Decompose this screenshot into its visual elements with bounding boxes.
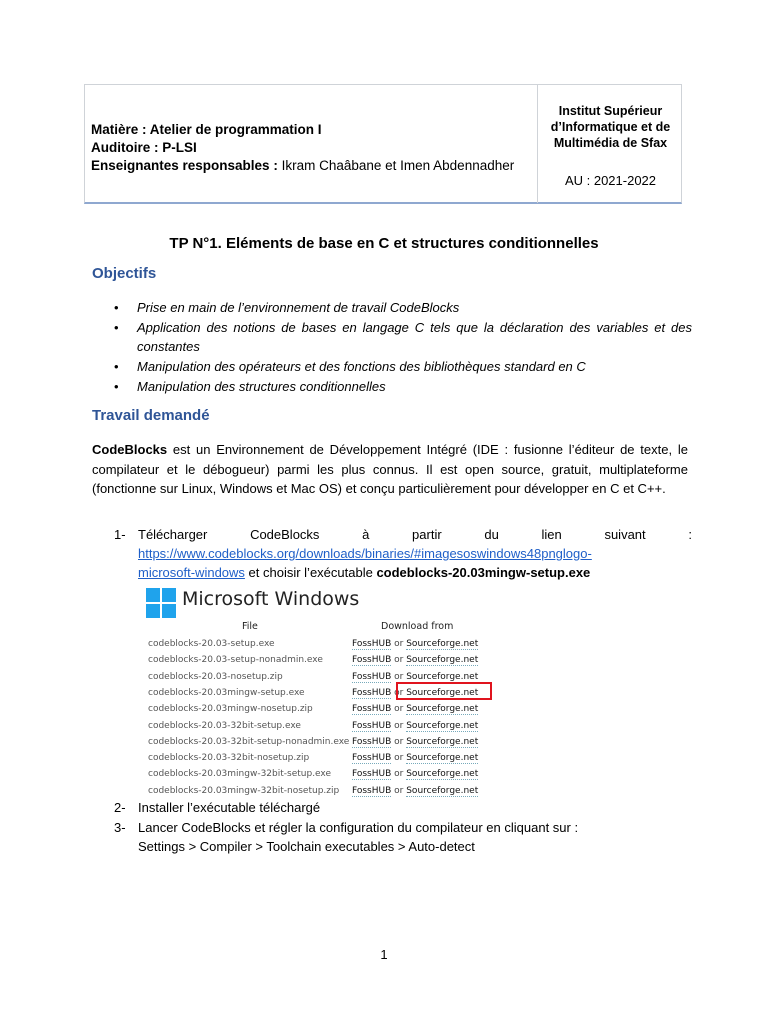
file-name: codeblocks-20.03mingw-32bit-nosetup.zip xyxy=(148,785,340,796)
fosshub-link[interactable]: FossHUB xyxy=(352,639,392,649)
institute-line-1: Institut Supérieur xyxy=(558,104,663,118)
table-row xyxy=(148,767,488,783)
mirror-links: FossHUB or Sourceforge.net xyxy=(352,639,479,649)
sourceforge-link[interactable]: Sourceforge.net xyxy=(406,687,479,698)
list-item: • Manipulation des structures conditionnelles xyxy=(114,379,386,394)
fosshub-link[interactable]: FossHUB xyxy=(352,769,392,780)
file-name: codeblocks-20.03mingw-setup.exe xyxy=(148,687,305,698)
menu-path: Settings > Compiler > Toolchain executables > Auto-detect xyxy=(138,839,475,854)
file-name: codeblocks-20.03-nosetup.zip xyxy=(148,671,283,682)
work-heading: Travail demandé xyxy=(92,407,210,424)
sourceforge-link[interactable]: Sourceforge.net xyxy=(406,785,479,796)
mirror-links: FossHUB or Sourceforge.net xyxy=(352,671,479,682)
codeblocks-download-link-cont[interactable]: microsoft-windows xyxy=(138,565,245,580)
fosshub-link[interactable]: FossHUB xyxy=(352,753,392,764)
table-row xyxy=(148,702,488,718)
document-title: TP N°1. Eléments de base en C et structures conditionnelles xyxy=(169,235,599,252)
table-row xyxy=(148,735,488,751)
exe-name: codeblocks-20.03mingw-setup.exe xyxy=(376,565,591,580)
codeblocks-download-link[interactable]: https://www.codeblocks.org/downloads/binaries/#imagesoswindows48pnglogo- xyxy=(138,546,592,561)
download-column-header: Download from xyxy=(381,621,454,632)
sourceforge-link[interactable]: Sourceforge.net xyxy=(406,769,479,780)
fosshub-link[interactable]: FossHUB xyxy=(352,671,392,682)
mirror-links: FossHUB or Sourceforge.net xyxy=(352,704,479,715)
mirror-links: FossHUB or Sourceforge.net xyxy=(352,655,479,666)
downloads-screenshot xyxy=(140,585,490,800)
table-row xyxy=(148,653,488,669)
list-item: • Application des notions de bases en langage C tels que la déclaration des variables et des constantes xyxy=(114,320,692,354)
mirror-links: FossHUB or Sourceforge.net xyxy=(352,720,479,731)
course-info xyxy=(91,121,514,175)
step-1: 1- Télécharger CodeBlocks à partir du lien suivant : https://www.codeblocks.org/downloads/binaries/#imagesoswindows48pnglogo- microsoft-windows et choisir l’exécutable codeblocks-20.03mingw-setup.exe xyxy=(114,527,692,580)
windows-logo-icon xyxy=(146,588,176,618)
objectives-list xyxy=(92,298,692,397)
table-row xyxy=(148,637,488,653)
sourceforge-link[interactable]: Sourceforge.net xyxy=(406,671,479,682)
file-name: codeblocks-20.03-32bit-setup-nonadmin.exe xyxy=(148,736,350,747)
file-name: codeblocks-20.03-32bit-nosetup.zip xyxy=(148,753,310,764)
fosshub-link[interactable]: FossHUB xyxy=(352,736,392,747)
file-name: codeblocks-20.03mingw-nosetup.zip xyxy=(148,704,313,715)
sourceforge-link[interactable]: Sourceforge.net xyxy=(406,655,479,666)
intro-paragraph: CodeBlocks est un Environnement de Développement Intégré (IDE : fusionne l’éditeur de texte, le compilateur et le débogueur) parmi les plus connus. Il est open source, gratuit, multiplateforme (fonctionne sur Linux, Windows et Mac OS) et conçu particulièrement pour développer en C et C++. xyxy=(92,442,688,496)
objectives-heading: Objectifs xyxy=(92,265,157,282)
file-column-header: File xyxy=(242,621,258,632)
institute-line-3: Multimédia de Sfax xyxy=(553,136,668,150)
file-name: codeblocks-20.03-setup.exe xyxy=(148,639,275,649)
file-name: codeblocks-20.03-setup-nonadmin.exe xyxy=(148,655,323,666)
mirror-links: FossHUB or Sourceforge.net xyxy=(352,736,479,747)
subject-line: Matière : Atelier de programmation I xyxy=(91,122,322,137)
fosshub-link[interactable]: FossHUB xyxy=(352,704,392,715)
page-number: 1 xyxy=(380,947,388,962)
academic-year: AU : 2021-2022 xyxy=(564,173,657,188)
mirror-links: FossHUB or Sourceforge.net xyxy=(352,785,479,796)
step-1-link-line-2: microsoft-windows et choisir l’exécutable codeblocks-20.03mingw-setup.exe xyxy=(138,565,591,580)
sourceforge-link[interactable]: Sourceforge.net xyxy=(406,736,479,747)
teachers-line: Enseignantes responsables : Ikram Chaâbane et Imen Abdennadher xyxy=(91,158,515,173)
institute-line-2: d’Informatique et de xyxy=(550,120,671,134)
fosshub-link[interactable]: FossHUB xyxy=(352,687,392,698)
sourceforge-link[interactable]: Sourceforge.net xyxy=(406,753,479,764)
audience-line: Auditoire : P-LSI xyxy=(91,140,197,155)
mirror-links: FossHUB or Sourceforge.net xyxy=(352,769,479,780)
step-1-link-line xyxy=(138,544,692,563)
step-3: 3- Lancer CodeBlocks et régler la configuration du compilateur en cliquant sur : Settings > Compiler > Toolchain executables > Auto-detect xyxy=(92,818,692,856)
table-row xyxy=(148,719,488,735)
list-item: • Prise en main de l’environnement de travail CodeBlocks xyxy=(114,300,460,315)
list-item: • Manipulation des opérateurs et des fonctions des bibliothèques standard en C xyxy=(114,359,586,374)
fosshub-link[interactable]: FossHUB xyxy=(352,785,392,796)
sourceforge-link[interactable]: Sourceforge.net xyxy=(406,720,479,731)
fosshub-link[interactable]: FossHUB xyxy=(352,655,392,666)
step-2: 2- Installer l’exécutable téléchargé xyxy=(114,800,321,815)
header-box xyxy=(84,84,682,204)
mirror-links: FossHUB or Sourceforge.net xyxy=(352,687,479,698)
step-1-instruction: Télécharger CodeBlocks à partir du lien suivant : xyxy=(138,527,692,542)
institute-info xyxy=(538,103,683,189)
os-title: Microsoft Windows xyxy=(182,588,360,610)
table-row xyxy=(148,751,488,767)
sourceforge-link[interactable]: Sourceforge.net xyxy=(406,639,479,649)
fosshub-link[interactable]: FossHUB xyxy=(352,720,392,731)
file-name: codeblocks-20.03mingw-32bit-setup.exe xyxy=(148,769,332,780)
highlight-box xyxy=(396,682,492,700)
sourceforge-link[interactable]: Sourceforge.net xyxy=(406,704,479,715)
mirror-links: FossHUB or Sourceforge.net xyxy=(352,753,479,764)
file-name: codeblocks-20.03-32bit-setup.exe xyxy=(148,720,301,731)
